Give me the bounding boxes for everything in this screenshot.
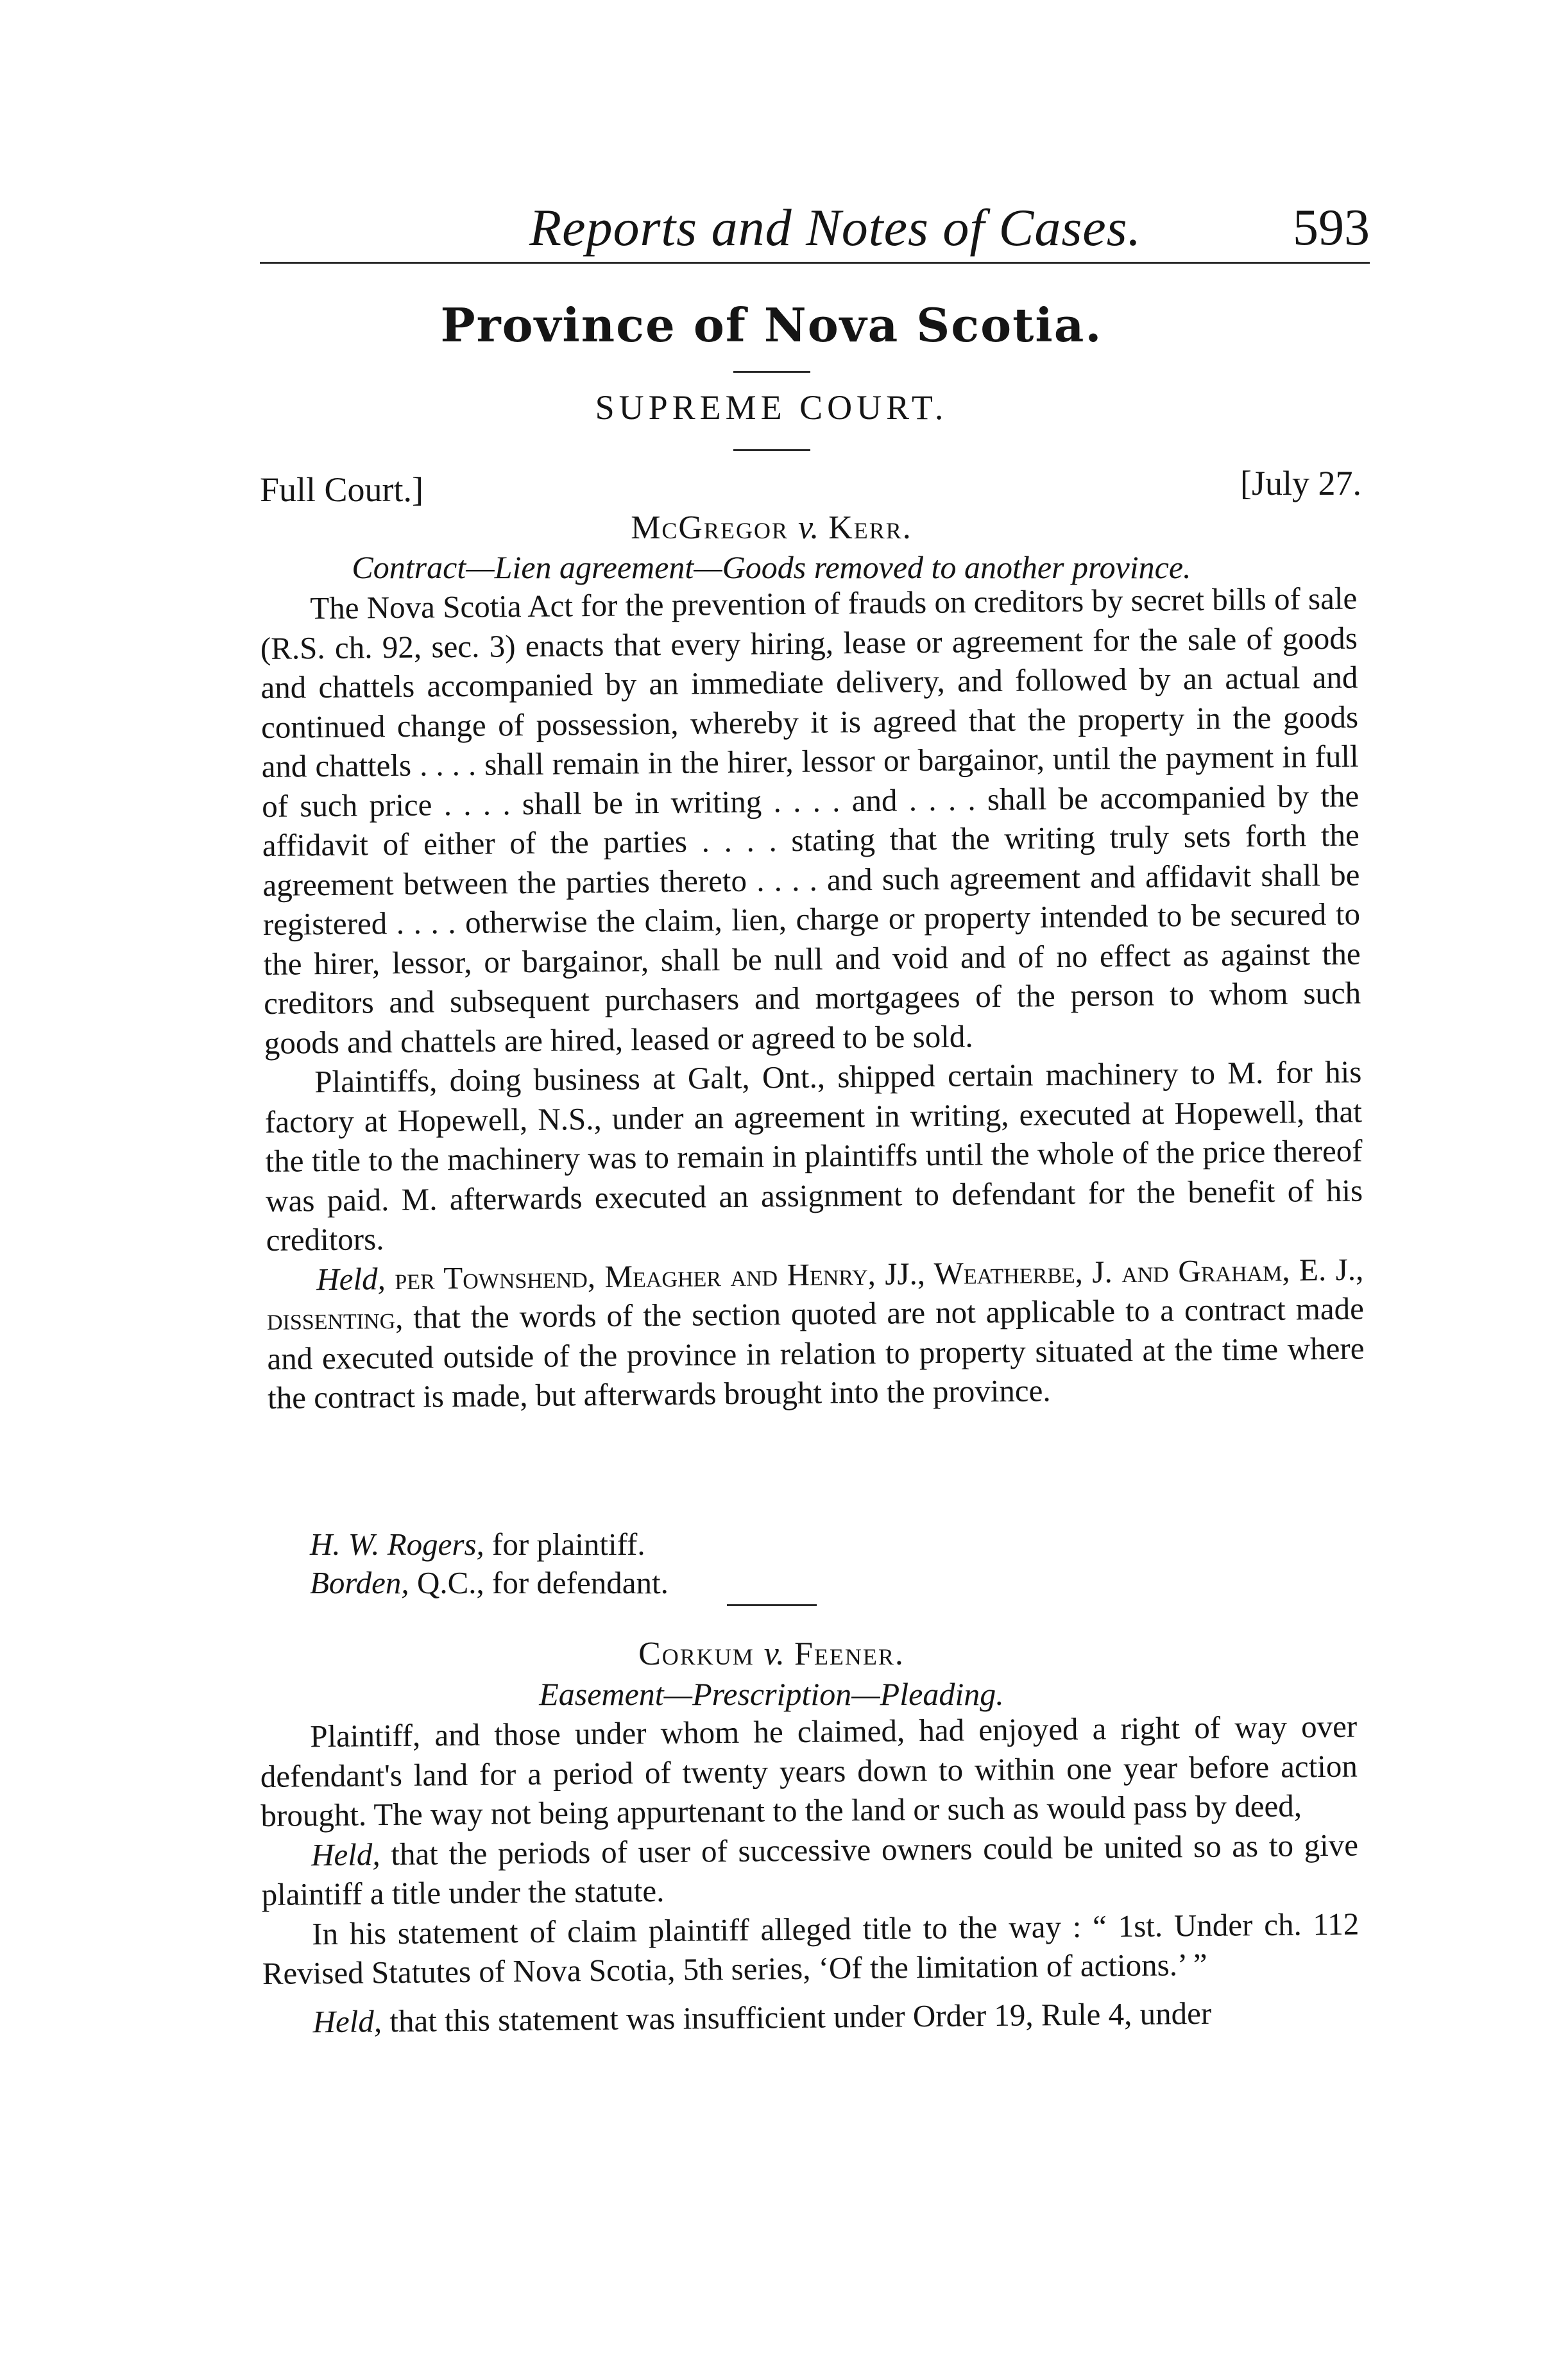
header-rule (260, 262, 1370, 264)
case-title (0, 1633, 1543, 1675)
bench-label: Full Court.] (260, 470, 424, 509)
case-body (260, 1707, 1360, 2042)
counsel-name: H. W. Rogers, (310, 1527, 484, 1562)
short-rule (733, 449, 810, 451)
counsel-role: for plaintiff. (492, 1527, 645, 1562)
case-party: Feener. (794, 1636, 905, 1672)
paragraph (266, 1249, 1365, 1417)
page-number: 593 (1293, 200, 1370, 256)
case-body (260, 579, 1365, 1418)
court-heading: SUPREME COURT. (595, 388, 948, 427)
case-party: Corkum (638, 1636, 754, 1672)
counsel-name: Borden, (310, 1565, 409, 1600)
case-party: Kerr. (828, 509, 912, 546)
held-text: that this statement was insufficient under Order 19, Rule 4, under (389, 1995, 1212, 2039)
held-label: Held, (316, 1260, 386, 1297)
paragraph (262, 1992, 1360, 2042)
held-label: Held, (312, 2003, 382, 2039)
paragraph: Plaintiffs, doing business at Galt, Ont., shipped certain machinery to M. for his factory at Hopewell, N.S., under an agreement in writing, executed at Hopewell, that the title to the machinery was to remain in plaintiffs until the whole of the price thereof was paid. M. afterwards executed an assignment to defendant for the benefit of his creditors. (264, 1054, 1363, 1258)
versus: v. (763, 1636, 785, 1672)
held-label: Held, (311, 1836, 380, 1872)
held-text: that the periods of user of successive owners could be united so as to give plaintiff a title under the statute. (261, 1827, 1359, 1912)
province-heading: Province of Nova Scotia. (440, 298, 1103, 352)
case-title (0, 507, 1543, 549)
counsel-role: Q.C., for defendant. (416, 1565, 669, 1600)
paragraph: Plaintiff, and those under whom he claimed, had enjoyed a right of way over defendant's land for a period of twenty years down to within one year before action brought. The way not being appurtenant to the land or such as would pass by deed, (260, 1708, 1358, 1833)
running-head (260, 193, 1370, 270)
paragraph: The Nova Scotia Act for the prevention of frauds on creditors by secret bills of sale (R.S. ch. 92, sec. 3) enacts that every hiring, lease or agreement for the sale of goods and chattels accompanied by an immediate delivery, and followed by an actual and continued change of possession, whereby it is agreed that the property in the goods and chattels . . . . shall remain in the hirer, lessor or bargainor, until the payment in full of such price . . . . shall be in writing . . . . and . . . . shall be accompanied by the affidavit of either of the parties . . . . stating that the writing truly sets forth the agreement between the parties thereto . . . . and such agreement and affidavit shall be registered . . . . otherwise the claim, lien, charge or property intended to be secured to the hirer, lessor, or bargainor, shall be null and void and of no effect as against the creditors and subsequent purchasers and mortgagees of the person to whom such goods and chattels are hired, leased or agreed to be sold. (260, 580, 1361, 1061)
held-text: that the words of the section quoted are not applicable to a contract made and executed outside of the province in relation to property situated at the time where the contract is made, but afterwards brought into the province. (267, 1290, 1365, 1416)
catchwords: Contract—Lien agreement—Goods removed to another province. (352, 549, 1191, 585)
short-rule (733, 371, 810, 373)
decision-date: [July 27. (1240, 464, 1361, 502)
counsel-line (310, 1563, 669, 1603)
versus: v. (798, 509, 819, 546)
case-party: McGregor (631, 509, 789, 546)
catchwords: Easement—Prescription—Pleading. (539, 1676, 1004, 1712)
paragraph: In his statement of claim plaintiff alleged title to the way : “ 1st. Under ch. 112 Revised Statutes of Nova Scotia, 5th series, ‘Of the limitation of actions.’ ” (262, 1906, 1360, 1991)
paragraph (261, 1825, 1359, 1914)
running-title: Reports and Notes of Cases. (529, 198, 1142, 257)
case-separator (727, 1604, 817, 1606)
counsel-line (310, 1525, 645, 1564)
held-judges: per Townshend, Meagher and Henry, JJ., Weatherbe, J. and Graham, E. J., dissenting, (266, 1251, 1364, 1337)
